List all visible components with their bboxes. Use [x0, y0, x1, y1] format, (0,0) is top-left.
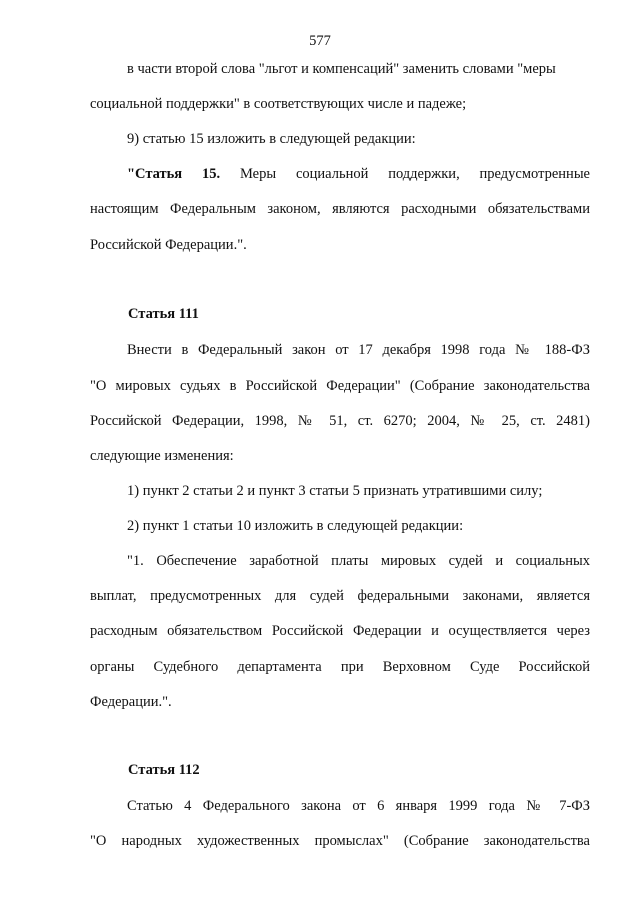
text-line: выплат, предусмотренных для судей федеральными законами, является — [90, 588, 590, 604]
text-line: расходным обязательством Российской Федерации и осуществляется через — [90, 623, 590, 639]
text-fragment: Меры социальной поддержки, предусмотренные — [220, 166, 590, 182]
text-line: Российской Федерации, 1998, № 51, ст. 6270; 2004, № 25, ст. 2481) — [90, 413, 590, 429]
text-line: Статью 4 Федерального закона от 6 января 1999 года № 7-ФЗ — [127, 798, 590, 814]
text-line: 2) пункт 1 статьи 10 изложить в следующей редакции: — [127, 518, 464, 534]
text-line: "О народных художественных промыслах" (Собрание законодательства — [90, 833, 590, 849]
text-line: 9) статью 15 изложить в следующей редакции: — [127, 131, 416, 147]
text-line — [127, 165, 590, 183]
text-line: Внести в Федеральный закон от 17 декабря 1998 года № 188-ФЗ — [127, 342, 590, 358]
text-line: настоящим Федеральным законом, являются расходными обязательствами — [90, 201, 590, 217]
text-line: в части второй слова "льгот и компенсаций" заменить словами "меры — [127, 61, 556, 77]
text-line: органы Судебного департамента при Верховном Суде Российской — [90, 659, 590, 675]
text-line: 1) пункт 2 статьи 2 и пункт 3 статьи 5 признать утратившими силу; — [127, 483, 543, 499]
text-line: следующие изменения: — [90, 448, 234, 464]
text-line: "1. Обеспечение заработной платы мировых судей и социальных — [127, 553, 590, 569]
text-line: Федерации.". — [90, 694, 172, 710]
article-ref-bold: "Статья 15. — [127, 166, 221, 182]
text-line: социальной поддержки" в соответствующих числе и падеже; — [90, 96, 467, 112]
article-heading: Статья 112 — [128, 762, 200, 778]
text-line: Российской Федерации.". — [90, 237, 247, 253]
text-line: "О мировых судьях в Российской Федерации" (Собрание законодательства — [90, 378, 590, 394]
article-heading: Статья 111 — [128, 306, 199, 322]
page-number: 577 — [309, 33, 331, 49]
